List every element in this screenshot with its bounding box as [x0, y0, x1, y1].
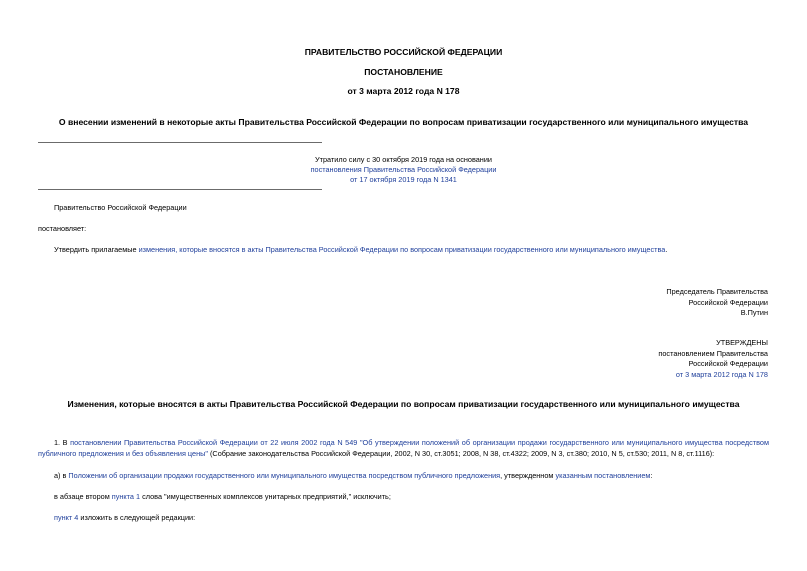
body-government: Правительство Российской Федерации: [54, 203, 187, 212]
p1-rest: (Собрание законодательства Российской Федерации, 2002, N 30, ст.3051; 2008, N 38, ст.4322; 2009, N 3, ст.380; 2010, N 5, ст.530; 2011, N 8, ст.1116):: [207, 448, 715, 458]
pc-item-link[interactable]: пункт 4: [54, 513, 79, 522]
doc-date-number: от 3 марта 2012 года N 178: [347, 86, 460, 96]
pb-prefix: в абзаце втором: [54, 492, 112, 501]
status-line: Утратило силу с 30 октября 2019 года на основании: [315, 155, 492, 164]
pa-prefix: а) в: [54, 471, 69, 480]
body-approve-paragraph: [54, 245, 667, 256]
p1-decree-link[interactable]: постановлении Правительства Российской Федерации от 22 июля 2002 года N 549 "Об утверждении положений об организации продажи государственного или муниципального имущества посредством публичного предложения и без объявления цены": [38, 438, 769, 458]
p1-number: 1. В: [54, 438, 71, 447]
pa-regulation-link[interactable]: Положении об организации продажи государственного или муниципального имущества посредством публичного предложения: [68, 471, 501, 480]
approved-block: [500, 338, 768, 380]
approve-text: Утвердить прилагаемые: [54, 245, 139, 254]
signature-line-3: В.Путин: [740, 308, 768, 318]
changes-title: Изменения, которые вносятся в акты Правительства Российской Федерации по вопросам приватизации государственного или муниципального имущества: [67, 399, 740, 409]
divider-bottom: [38, 189, 322, 190]
body-decrees: постановляет:: [38, 224, 87, 233]
approved-line-1: УТВЕРЖДЕНЫ: [716, 338, 768, 347]
changes-paragraph-a: [54, 471, 652, 482]
pa-middle: , утвержденном: [500, 471, 556, 480]
signature-block: [500, 287, 768, 319]
pc-rest: изложить в следующей редакции:: [78, 513, 196, 522]
pb-rest: слова "имущественных комплексов унитарных предприятий," исключить;: [140, 492, 391, 501]
divider-top: [38, 142, 322, 143]
approve-period: .: [665, 245, 668, 254]
signature-line-2: Российской Федерации: [688, 297, 768, 307]
pa-decree-link[interactable]: указанным постановлением: [555, 471, 651, 480]
doc-type-heading: ПОСТАНОВЛЕНИЕ: [364, 67, 443, 77]
approved-line-2: постановлением Правительства: [658, 348, 768, 358]
changes-paragraph-b: [54, 492, 391, 503]
approve-link[interactable]: изменения, которые вносятся в акты Правительства Российской Федерации по вопросам приватизации государственного или муниципального имущества: [138, 245, 666, 254]
pb-item-link[interactable]: пункта 1: [111, 492, 141, 501]
government-heading: ПРАВИТЕЛЬСТВО РОССИЙСКОЙ ФЕДЕРАЦИИ: [304, 47, 503, 57]
status-link-decree[interactable]: постановления Правительства Российской Федерации: [310, 165, 497, 174]
pa-colon: :: [650, 471, 653, 480]
approved-line-4[interactable]: от 3 марта 2012 года N 178: [675, 369, 768, 379]
changes-paragraph-1: [38, 438, 769, 459]
doc-title: О внесении изменений в некоторые акты Правительства Российской Федерации по вопросам приватизации государственного или муниципального имущества: [58, 117, 749, 127]
changes-paragraph-c: [54, 513, 195, 524]
approved-line-3: Российской Федерации: [688, 359, 768, 369]
signature-line-1: Председатель Правительства: [666, 287, 768, 296]
status-link-date[interactable]: от 17 октября 2019 года N 1341: [350, 175, 457, 184]
